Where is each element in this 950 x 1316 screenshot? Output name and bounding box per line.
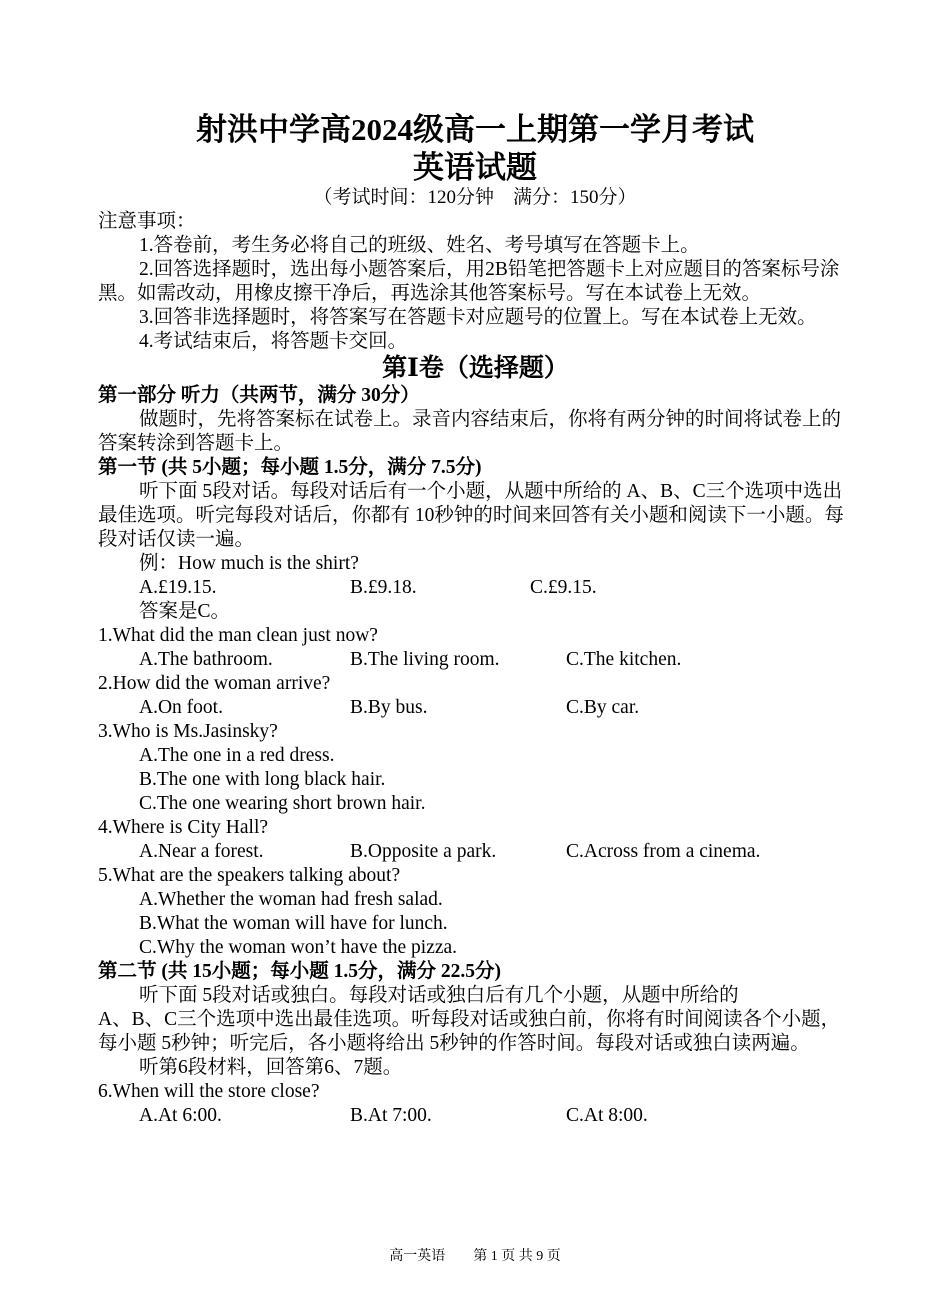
question-6-option-b: B.At 7:00. [350, 1105, 432, 1126]
note-item-3: 3.回答非选择题时，将答案写在答题卡对应题号的位置上。写在本试卷上无效。 [139, 307, 817, 328]
section1-heading: 第一节 (共 5小题；每小题 1.5分，满分 7.5分) [98, 457, 482, 478]
part1-heading: 第一部分 听力（共两节，满分 30分） [98, 385, 420, 406]
example-answer: 答案是C。 [139, 601, 231, 622]
example-option-c: C.£9.15. [530, 577, 597, 598]
question-3-option-c: C.The one wearing short brown hair. [139, 793, 426, 814]
question-4-option-c: C.Across from a cinema. [566, 841, 761, 862]
question-4-option-a: A.Near a forest. [139, 841, 264, 862]
question-6-option-c: C.At 8:00. [566, 1105, 648, 1126]
section1-instruction: 听下面 5段对话。每段对话后有一个小题，从题中所给的 A、B、C三个选项中选出最佳选项。听完每段对话后，你都有 10秒钟的时间来回答有关小题和阅读下一小题。每段对话仅读一遍。 [98, 481, 844, 550]
question-5-option-b: B.What the woman will have for lunch. [139, 913, 448, 934]
question-1-option-a: A.The bathroom. [139, 649, 273, 670]
question-2-option-b: B.By bus. [350, 697, 428, 718]
question-4-stem: 4.Where is City Hall? [98, 817, 269, 838]
question-1-option-c: C.The kitchen. [566, 649, 682, 670]
notes-label: 注意事项： [98, 211, 196, 232]
note-item-1: 1.答卷前，考生务必将自己的班级、姓名、考号填写在答题卡上。 [139, 235, 700, 256]
question-4-options [98, 840, 853, 864]
section2-instruction-rest: A、B、C三个选项中选出最佳选项。听每段对话或独白前，你将有时间阅读各个小题，每小题 5秒钟；听完后，各小题将给出 5秒钟的作答时间。每段对话或独白读两遍。 [98, 1009, 841, 1054]
example-options [98, 576, 853, 600]
question-4-option-b: B.Opposite a park. [350, 841, 497, 862]
question-2-stem: 2.How did the woman arrive? [98, 673, 331, 694]
question-1-options [98, 648, 853, 672]
question-6-stem: 6.When will the store close? [98, 1081, 320, 1102]
volume-title: 第Ⅰ卷（选择题） [382, 355, 569, 382]
page-footer: 高一英语 第 1 页 共 9 页 [389, 1249, 561, 1264]
exam-subtitle: 英语试题 [413, 150, 537, 185]
part1-instruction: 做题时，先将答案标在试卷上。录音内容结束后，你将有两分钟的时间将试卷上的答案转涂到答题卡上。 [98, 409, 842, 454]
question-3-option-a: A.The one in a red dress. [139, 745, 335, 766]
question-3-stem: 3.Who is Ms.Jasinsky? [98, 721, 278, 742]
question-1-stem: 1.What did the man clean just now? [98, 625, 378, 646]
example-option-b: B.£9.18. [350, 577, 417, 598]
question-2-option-a: A.On foot. [139, 697, 223, 718]
section2-instruction-line1: 听下面 5段对话或独白。每段对话或独白后有几个小题，从题中所给的 [139, 985, 739, 1006]
question-6-options [98, 1104, 853, 1128]
question-5-option-c: C.Why the woman won’t have the pizza. [139, 937, 458, 958]
question-1-option-b: B.The living room. [350, 649, 500, 670]
exam-body [98, 210, 853, 1128]
question-2-option-c: C.By car. [566, 697, 640, 718]
example-option-a: A.£19.15. [139, 577, 217, 598]
question-2-options [98, 696, 853, 720]
example-question: 例：How much is the shirt? [139, 553, 359, 574]
exam-title: 射洪中学高2024级高一上期第一学月考试 [196, 112, 754, 147]
question-3-option-b: B.The one with long black hair. [139, 769, 386, 790]
note-item-4: 4.考试结束后，将答题卡交回。 [139, 331, 408, 352]
question-5-option-a: A.Whether the woman had fresh salad. [139, 889, 443, 910]
material-6-note: 听第6段材料，回答第6、7题。 [139, 1057, 403, 1078]
note-item-2: 2.回答选择题时，选出每小题答案后，用2B铅笔把答题卡上对应题目的答案标号涂黑。如需改动，用橡皮擦干净后，再选涂其他答案标号。写在本试卷上无效。 [98, 259, 840, 304]
exam-info: （考试时间：120分钟 满分：150分） [313, 187, 637, 208]
question-5-stem: 5.What are the speakers talking about? [98, 865, 401, 886]
section2-heading: 第二节 (共 15小题；每小题 1.5分，满分 22.5分) [98, 961, 501, 982]
question-6-option-a: A.At 6:00. [139, 1105, 222, 1126]
